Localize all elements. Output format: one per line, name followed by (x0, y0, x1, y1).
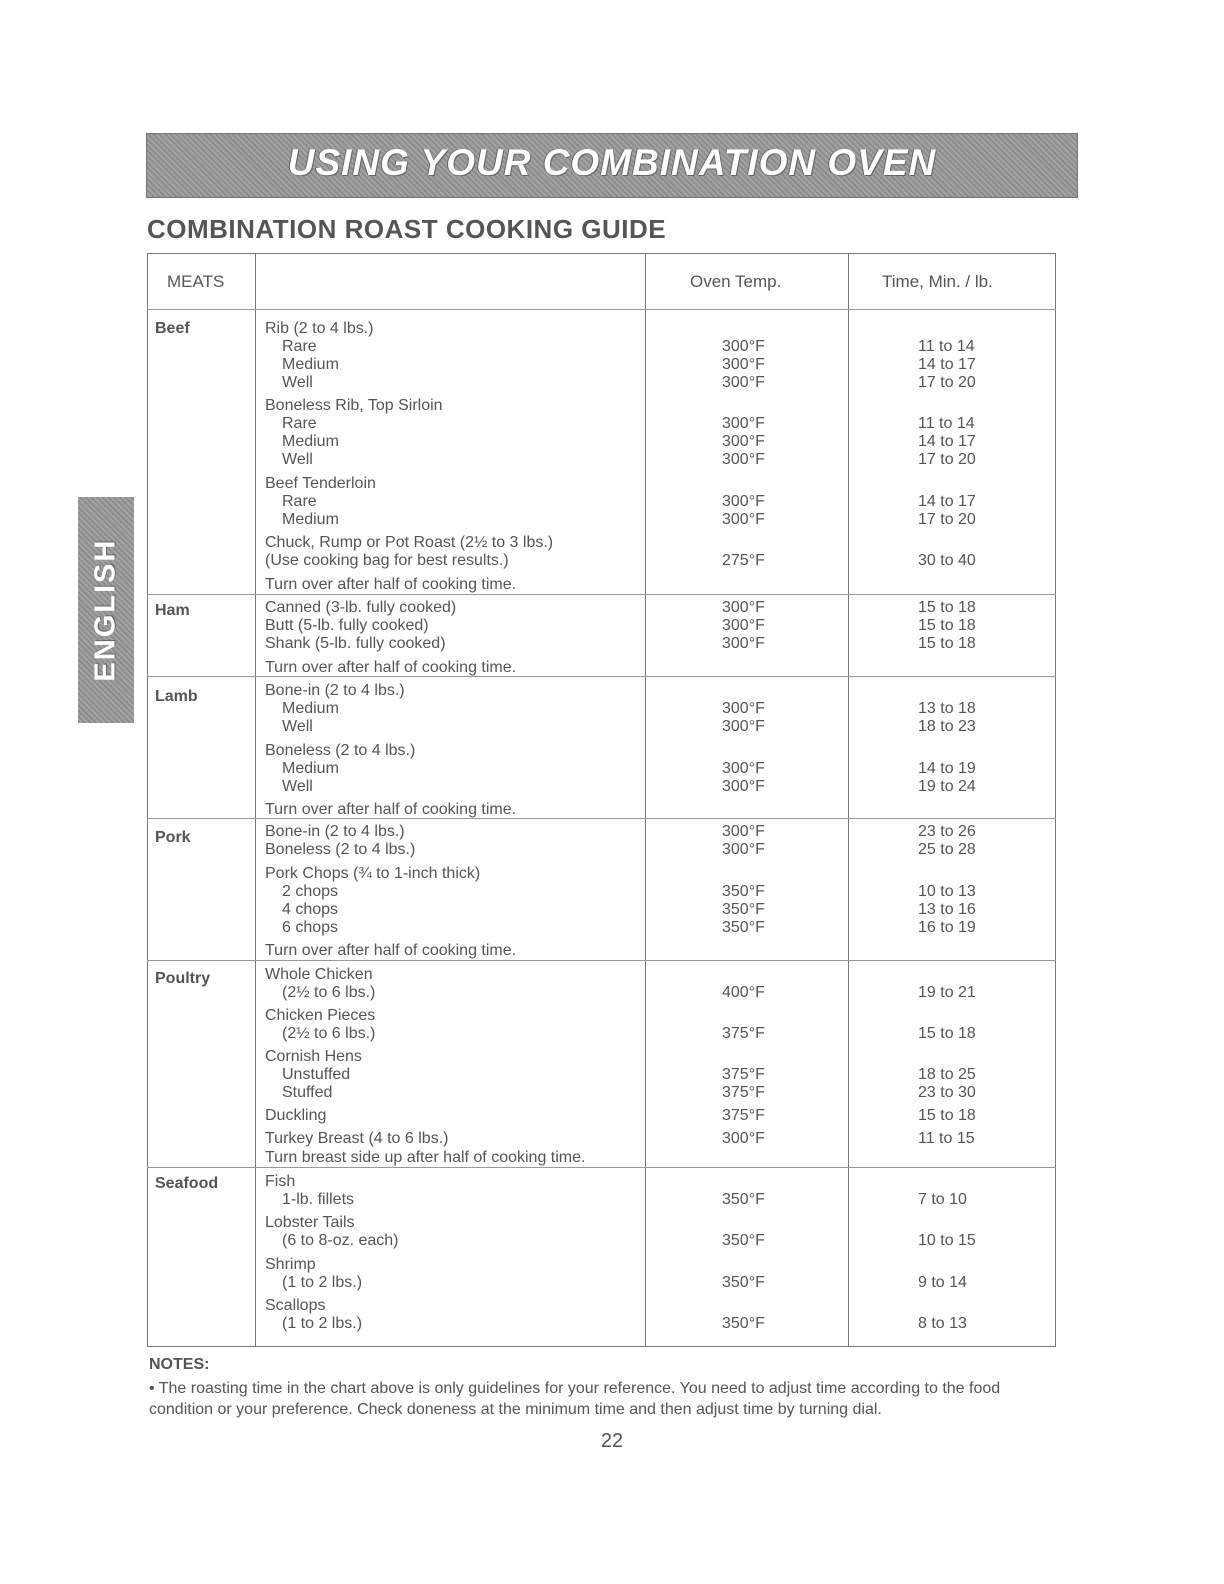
notes-text: • The roasting time in the chart above is only guidelines for your reference. You need to adjust time according to the food condition or your preference. Check doneness at the minimum time and then adjust time by turning dial. (149, 1380, 1001, 1418)
time-value: 23 to 30 (918, 1084, 976, 1101)
item-label: 2 chops (282, 883, 339, 900)
item-label: Turn over after half of cooking time. (265, 942, 517, 959)
item-label: Chicken Pieces (265, 1007, 376, 1024)
page-number: 22 (600, 1430, 624, 1452)
item-label: Rare (282, 493, 317, 510)
category-poultry: Poultry (155, 970, 211, 987)
item-label: Boneless (2 to 4 lbs.) (265, 841, 416, 858)
column-divider (848, 253, 849, 1347)
oven-temp-value: 300°F (722, 493, 765, 510)
oven-temp-value: 300°F (722, 1130, 765, 1147)
item-label: Bone-in (2 to 4 lbs.) (265, 682, 405, 699)
item-label: Well (282, 451, 313, 468)
item-label: Medium (282, 356, 339, 373)
time-value: 30 to 40 (918, 552, 976, 569)
oven-temp-value: 375°F (722, 1084, 765, 1101)
oven-temp-value: 350°F (722, 1232, 765, 1249)
item-label: Pork Chops (¾ to 1-inch thick) (265, 865, 481, 882)
oven-temp-value: 300°F (722, 338, 765, 355)
header-meats: MEATS (167, 272, 225, 291)
item-label: Medium (282, 511, 339, 528)
item-label: Stuffed (282, 1084, 333, 1101)
oven-temp-value: 300°F (722, 760, 765, 777)
item-label: (1 to 2 lbs.) (282, 1274, 363, 1291)
time-value: 18 to 25 (918, 1066, 976, 1083)
category-pork: Pork (155, 829, 191, 846)
time-value: 19 to 24 (918, 778, 976, 795)
oven-temp-value: 300°F (722, 841, 765, 858)
notes-title: NOTES: (149, 1356, 210, 1373)
item-label: Whole Chicken (265, 966, 373, 983)
oven-temp-value: 400°F (722, 984, 765, 1001)
oven-temp-value: 300°F (722, 778, 765, 795)
time-value: 15 to 18 (918, 635, 976, 652)
oven-temp-value: 350°F (722, 1274, 765, 1291)
oven-temp-value: 350°F (722, 1315, 765, 1332)
oven-temp-value: 300°F (722, 599, 765, 616)
oven-temp-value: 300°F (722, 451, 765, 468)
item-label: (6 to 8-oz. each) (282, 1232, 399, 1249)
item-label: Beef Tenderloin (265, 475, 376, 492)
oven-temp-value: 300°F (722, 356, 765, 373)
item-label: Shrimp (265, 1256, 316, 1273)
item-label: Medium (282, 700, 339, 717)
time-value: 15 to 18 (918, 617, 976, 634)
oven-temp-value: 300°F (722, 415, 765, 432)
item-label: Butt (5-lb. fully cooked) (265, 617, 429, 634)
item-label: Medium (282, 433, 339, 450)
oven-temp-value: 375°F (722, 1025, 765, 1042)
time-value: 18 to 23 (918, 718, 976, 735)
time-value: 13 to 16 (918, 901, 976, 918)
time-value: 10 to 13 (918, 883, 976, 900)
item-label: 1-lb. fillets (282, 1191, 355, 1208)
item-label: (2½ to 6 lbs.) (282, 1025, 376, 1042)
oven-temp-value: 375°F (722, 1107, 765, 1124)
item-label: Cornish Hens (265, 1048, 362, 1065)
item-label: (1 to 2 lbs.) (282, 1315, 363, 1332)
item-label: Turn breast side up after half of cooking time. (265, 1149, 586, 1166)
oven-temp-value: 350°F (722, 1191, 765, 1208)
header-banner (146, 133, 1078, 198)
language-tab-label: ENGLISH (89, 538, 122, 682)
item-label: Turn over after half of cooking time. (265, 576, 517, 593)
time-value: 15 to 18 (918, 1107, 976, 1124)
oven-temp-value: 275°F (722, 552, 765, 569)
time-value: 13 to 18 (918, 700, 976, 717)
time-value: 17 to 20 (918, 374, 976, 391)
header-time: Time, Min. / lb. (882, 272, 993, 291)
row-divider (147, 594, 1056, 595)
category-ham: Ham (155, 602, 190, 619)
oven-temp-value: 300°F (722, 511, 765, 528)
item-label: Turn over after half of cooking time. (265, 659, 517, 676)
oven-temp-value: 350°F (722, 883, 765, 900)
item-label: Well (282, 778, 313, 795)
item-label: 6 chops (282, 919, 339, 936)
time-value: 7 to 10 (918, 1191, 967, 1208)
item-label: Turn over after half of cooking time. (265, 801, 517, 818)
time-value: 11 to 14 (918, 415, 975, 432)
time-value: 15 to 18 (918, 599, 976, 616)
item-label: Duckling (265, 1107, 327, 1124)
item-label: Well (282, 374, 313, 391)
oven-temp-value: 300°F (722, 823, 765, 840)
item-label: Rare (282, 415, 317, 432)
oven-temp-value: 300°F (722, 374, 765, 391)
time-value: 23 to 26 (918, 823, 976, 840)
item-label: Fish (265, 1173, 296, 1190)
item-label: Shank (5-lb. fully cooked) (265, 635, 446, 652)
oven-temp-value: 300°F (722, 718, 765, 735)
time-value: 15 to 18 (918, 1025, 976, 1042)
item-label: (Use cooking bag for best results.) (265, 552, 509, 569)
row-divider (147, 1167, 1056, 1168)
time-value: 11 to 15 (918, 1130, 975, 1147)
time-value: 25 to 28 (918, 841, 976, 858)
oven-temp-value: 300°F (722, 700, 765, 717)
time-value: 19 to 21 (918, 984, 976, 1001)
row-divider (147, 960, 1056, 961)
item-label: Canned (3-lb. fully cooked) (265, 599, 457, 616)
item-label: Rare (282, 338, 317, 355)
category-seafood: Seafood (155, 1175, 219, 1192)
category-beef: Beef (155, 320, 190, 337)
item-label: (2½ to 6 lbs.) (282, 984, 376, 1001)
item-label: Bone-in (2 to 4 lbs.) (265, 823, 405, 840)
oven-temp-value: 300°F (722, 433, 765, 450)
time-value: 8 to 13 (918, 1315, 967, 1332)
oven-temp-value: 300°F (722, 617, 765, 634)
item-label: Boneless (2 to 4 lbs.) (265, 742, 416, 759)
time-value: 14 to 19 (918, 760, 976, 777)
time-value: 14 to 17 (918, 356, 976, 373)
oven-temp-value: 350°F (722, 919, 765, 936)
item-label: Turkey Breast (4 to 6 lbs.) (265, 1130, 449, 1147)
time-value: 10 to 15 (918, 1232, 976, 1249)
time-value: 9 to 14 (918, 1274, 967, 1291)
time-value: 16 to 19 (918, 919, 976, 936)
item-label: Rib (2 to 4 lbs.) (265, 320, 374, 337)
item-label: Well (282, 718, 313, 735)
time-value: 14 to 17 (918, 433, 976, 450)
oven-temp-value: 350°F (722, 901, 765, 918)
category-lamb: Lamb (155, 688, 198, 705)
column-divider (645, 253, 646, 1347)
language-tab (78, 497, 134, 723)
item-label: Boneless Rib, Top Sirloin (265, 397, 443, 414)
item-label: Medium (282, 760, 339, 777)
oven-temp-value: 375°F (722, 1066, 765, 1083)
item-label: Chuck, Rump or Pot Roast (2½ to 3 lbs.) (265, 534, 554, 551)
guide-title: COMBINATION ROAST COOKING GUIDE (147, 214, 667, 244)
time-value: 17 to 20 (918, 511, 976, 528)
header-oven-temp: Oven Temp. (690, 272, 782, 291)
column-divider (255, 253, 256, 1347)
item-label: Lobster Tails (265, 1214, 355, 1231)
banner-title: USING YOUR COMBINATION OVEN (287, 142, 937, 183)
item-label: Unstuffed (282, 1066, 351, 1083)
time-value: 17 to 20 (918, 451, 976, 468)
time-value: 11 to 14 (918, 338, 975, 355)
time-value: 14 to 17 (918, 493, 976, 510)
row-divider (147, 309, 1056, 310)
item-label: 4 chops (282, 901, 339, 918)
oven-temp-value: 300°F (722, 635, 765, 652)
item-label: Scallops (265, 1297, 326, 1314)
